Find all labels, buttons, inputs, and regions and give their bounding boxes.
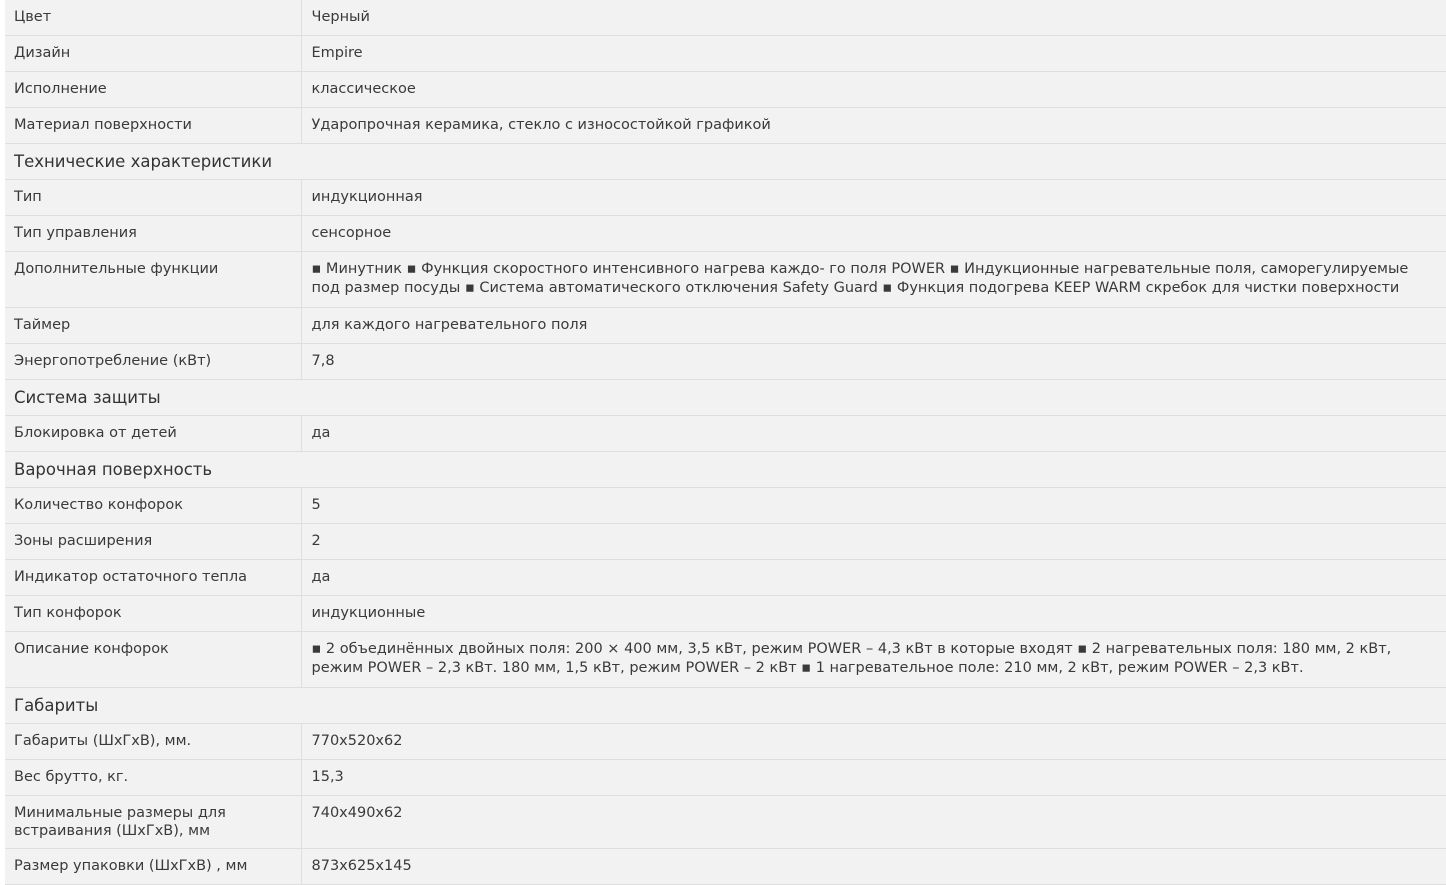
- spec-value: ▪ 2 объединённых двойных поля: 200 × 400 мм, 3,5 кВт, режим POWER – 4,3 кВт в которые входят ▪ 2 нагревательных поля: 180 мм, 2 кВт, режим POWER – 2,3 кВт. 180 мм, 1,5 кВт, режим POWER – 2 кВт ▪ 1 нагревательное поле: 210 мм, 2 кВт, режим POWER – 2,3 кВт.: [301, 632, 1446, 688]
- spec-label: Индикатор остаточного тепла: [5, 560, 301, 596]
- spec-row-execution: [5, 72, 1446, 108]
- spec-value: Ударопрочная керамика, стекло с износостойкой графикой: [301, 108, 1446, 144]
- spec-row-control-type: [5, 216, 1446, 252]
- spec-row-dimensions: [5, 724, 1446, 760]
- spec-label: Блокировка от детей: [5, 416, 301, 452]
- section-title: Система защиты: [5, 380, 1446, 416]
- spec-label: Зоны расширения: [5, 524, 301, 560]
- spec-label: Количество конфорок: [5, 488, 301, 524]
- spec-value: классическое: [301, 72, 1446, 108]
- spec-row-package-size: [5, 849, 1446, 885]
- spec-label: Таймер: [5, 308, 301, 344]
- spec-row-burner-type: [5, 596, 1446, 632]
- section-header-protection: [5, 380, 1446, 416]
- spec-label: Тип: [5, 180, 301, 216]
- spec-row-burner-description: [5, 632, 1446, 688]
- spec-row-burner-count: [5, 488, 1446, 524]
- spec-label: Габариты (ШхГхВ), мм.: [5, 724, 301, 760]
- spec-value: индукционные: [301, 596, 1446, 632]
- spec-label: Минимальные размеры для встраивания (ШхГхВ), мм: [5, 796, 301, 849]
- spec-value: индукционная: [301, 180, 1446, 216]
- spec-label: Энергопотребление (кВт): [5, 344, 301, 380]
- spec-row-color: [5, 0, 1446, 36]
- spec-row-extra-functions: [5, 252, 1446, 308]
- spec-row-design: [5, 36, 1446, 72]
- spec-row-power: [5, 344, 1446, 380]
- section-title: Габариты: [5, 688, 1446, 724]
- spec-label: Размер упаковки (ШхГхВ) , мм: [5, 849, 301, 885]
- spec-row-min-build-in: [5, 796, 1446, 849]
- spec-value: 5: [301, 488, 1446, 524]
- spec-label: Вес брутто, кг.: [5, 760, 301, 796]
- spec-row-type: [5, 180, 1446, 216]
- spec-label: Дизайн: [5, 36, 301, 72]
- spec-value: 740x490x62: [301, 796, 1446, 849]
- spec-label: Описание конфорок: [5, 632, 301, 688]
- spec-row-child-lock: [5, 416, 1446, 452]
- spec-value: да: [301, 560, 1446, 596]
- spec-label: Дополнительные функции: [5, 252, 301, 308]
- spec-value: 873x625x145: [301, 849, 1446, 885]
- spec-label: Материал поверхности: [5, 108, 301, 144]
- section-header-technical: [5, 144, 1446, 180]
- spec-value: 7,8: [301, 344, 1446, 380]
- spec-label: Цвет: [5, 0, 301, 36]
- spec-row-gross-weight: [5, 760, 1446, 796]
- spec-value: да: [301, 416, 1446, 452]
- spec-value: ▪ Минутник ▪ Функция скоростного интенсивного нагрева каждо- го поля POWER ▪ Индукционные нагревательные поля, саморегулируемые под размер посуды ▪ Система автоматического отключения Safety Guard ▪ Функция подогрева KEEP WARM скребок для чистки поверхности: [301, 252, 1446, 308]
- section-title: Варочная поверхность: [5, 452, 1446, 488]
- spec-value: для каждого нагревательного поля: [301, 308, 1446, 344]
- spec-label: Тип управления: [5, 216, 301, 252]
- spec-value: 2: [301, 524, 1446, 560]
- spec-value: Empire: [301, 36, 1446, 72]
- spec-label: Тип конфорок: [5, 596, 301, 632]
- section-title: Технические характеристики: [5, 144, 1446, 180]
- specifications-table: [5, 0, 1446, 885]
- spec-row-timer: [5, 308, 1446, 344]
- spec-row-residual-heat: [5, 560, 1446, 596]
- spec-row-surface-material: [5, 108, 1446, 144]
- section-header-cooktop: [5, 452, 1446, 488]
- spec-value: 770x520x62: [301, 724, 1446, 760]
- spec-value: Черный: [301, 0, 1446, 36]
- spec-label: Исполнение: [5, 72, 301, 108]
- spec-value: сенсорное: [301, 216, 1446, 252]
- spec-value: 15,3: [301, 760, 1446, 796]
- section-header-dimensions: [5, 688, 1446, 724]
- spec-row-expansion-zones: [5, 524, 1446, 560]
